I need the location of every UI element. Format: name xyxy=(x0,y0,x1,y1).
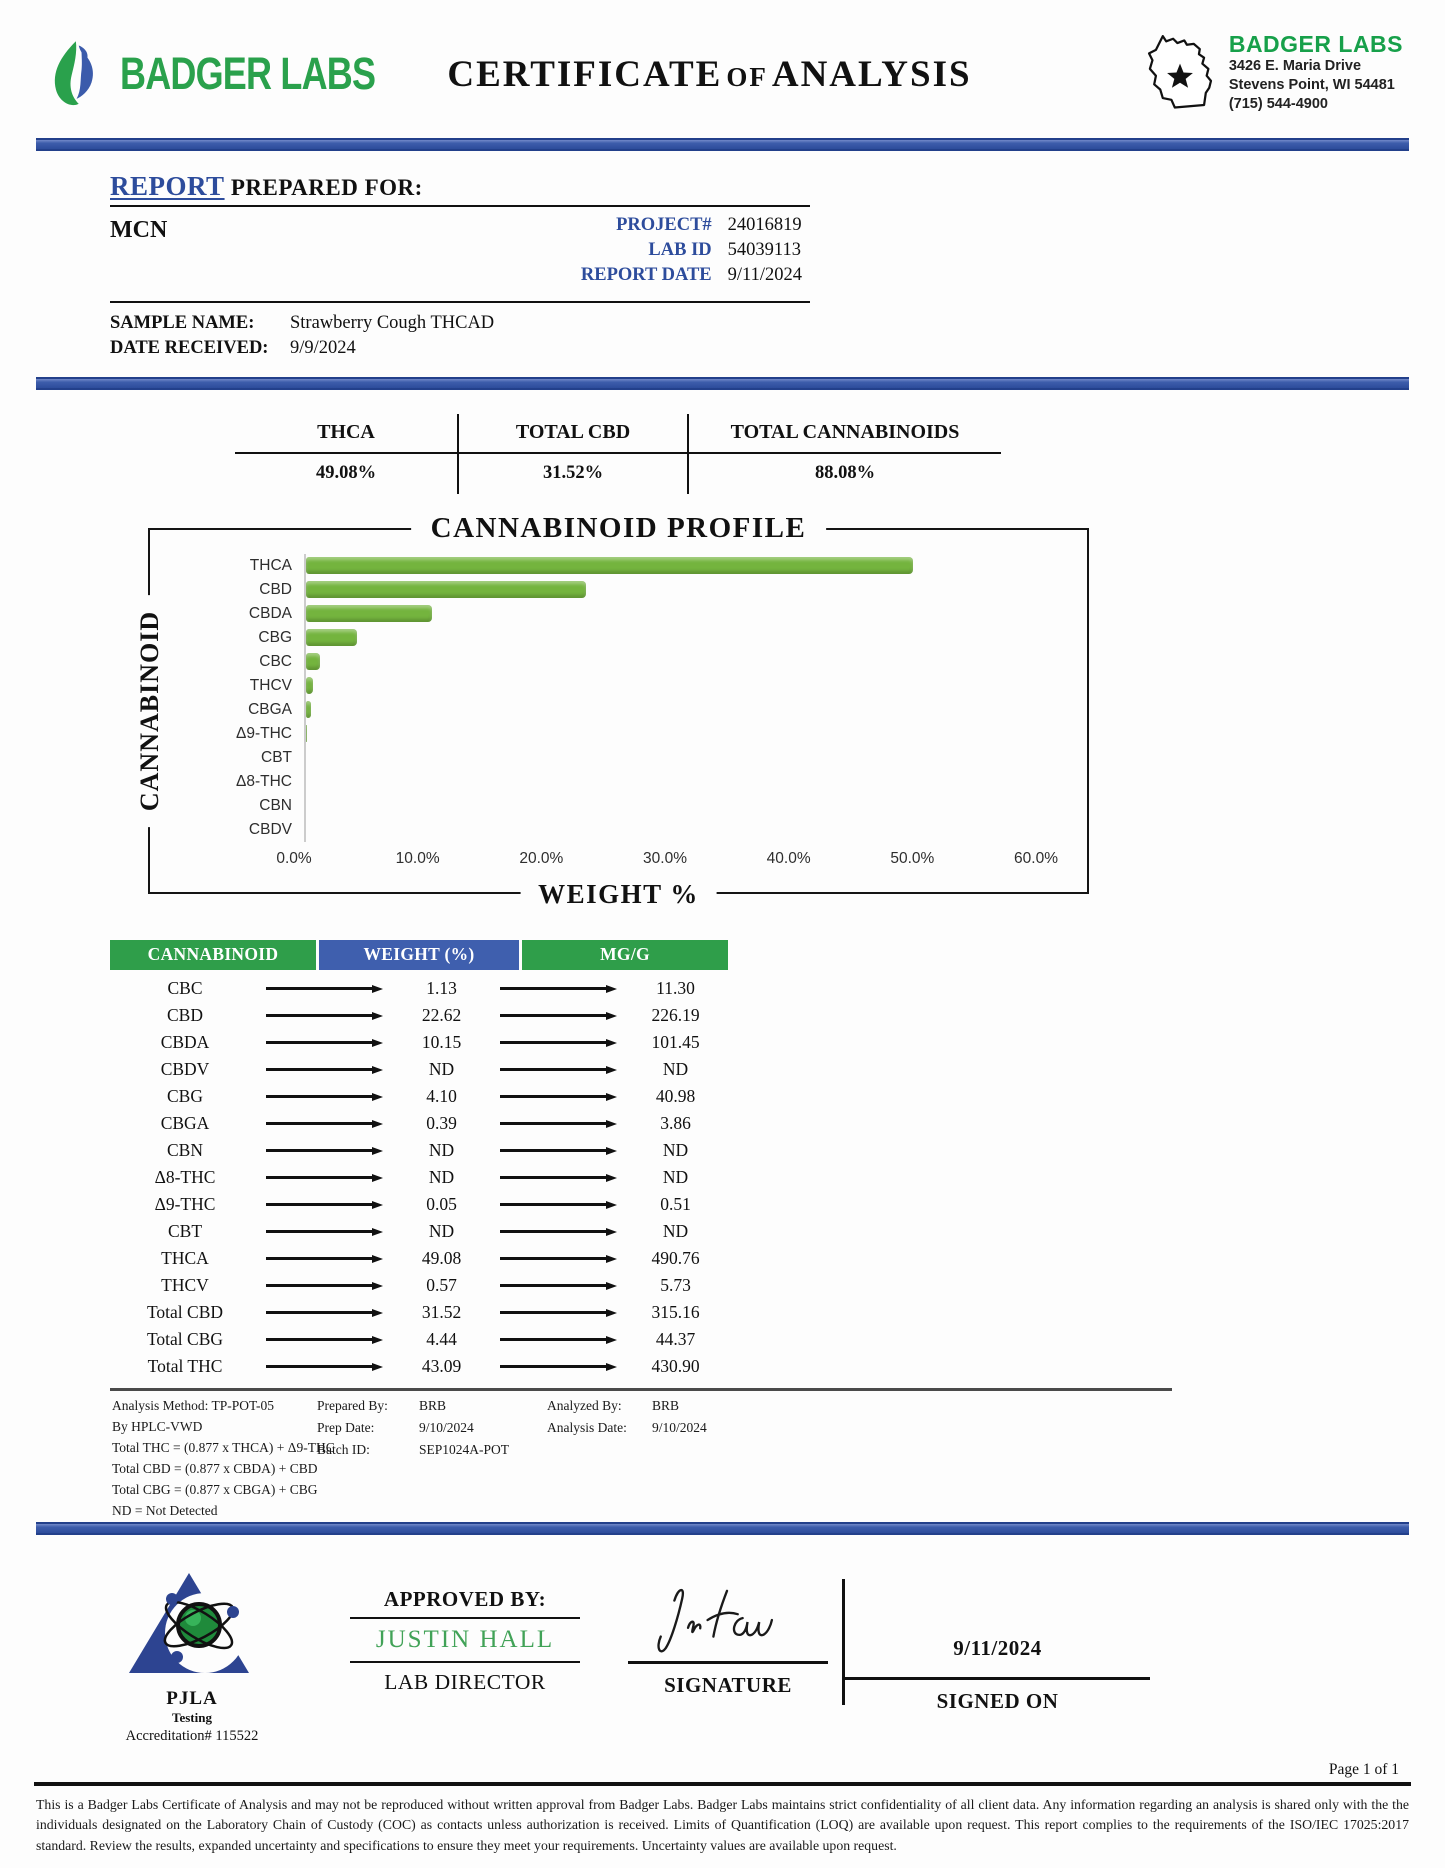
chart-bar-track xyxy=(304,722,1048,746)
weight-value: 4.44 xyxy=(426,1329,457,1349)
signature-icon xyxy=(643,1583,813,1661)
notes-divider xyxy=(110,1388,1172,1391)
chart-bar xyxy=(306,653,320,670)
report-field-value: 24016819 xyxy=(727,215,802,235)
arrow-icon xyxy=(500,985,617,993)
table-row xyxy=(110,1191,728,1218)
note-value: SEP1024A-POT xyxy=(419,1441,510,1457)
chart-row xyxy=(180,626,1048,650)
summary-label: TOTAL CBD xyxy=(459,414,687,454)
report-field-value: 9/11/2024 xyxy=(727,265,802,285)
weight-value: 4.10 xyxy=(426,1086,457,1106)
chart-bar-track xyxy=(304,698,1048,722)
mgg-value: 430.90 xyxy=(651,1356,700,1376)
chart-x-axis-label: WEIGHT % xyxy=(520,879,717,910)
chart-bar-track xyxy=(304,818,1048,842)
analyzed-block xyxy=(547,1396,762,1522)
chart-category-label: CBN xyxy=(259,797,292,814)
weight-value: ND xyxy=(428,1221,455,1241)
table-row xyxy=(110,1218,728,1245)
chart-x-tick: 20.0% xyxy=(519,850,564,867)
mgg-value: 490.76 xyxy=(651,1248,700,1268)
disclaimer-text: This is a Badger Labs Certificate of Analysis and may not be reproduced without written approval from Badger Labs. Badger Labs maintains strict confidentiality of all client data. Any information regarding an analysis is shared only with the the individuals designated on the Laboratory Chain of Custody (COC) as contacts unless authorization is received. Limits of Quantification (LOQ) are available upon request. This report complies to the requirements of the ISO/IEC 17025:2017 standard. Review the results, expanded uncertainty and specifications to ensure they meet your requirements. Uncertainty values are available upon request. xyxy=(36,1796,1409,1854)
method-note-line: Total THC = (0.877 x THCA) + Δ9-THC xyxy=(112,1439,335,1455)
note-value: 9/10/2024 xyxy=(652,1419,707,1435)
note-value: BRB xyxy=(652,1398,680,1413)
table-row xyxy=(110,1164,728,1191)
arrow-icon xyxy=(266,1093,383,1101)
summary-value: 49.08% xyxy=(315,463,377,483)
pjla-accreditation-block xyxy=(92,1565,292,1745)
report-heading-rest: PREPARED FOR: xyxy=(230,175,423,200)
lab-address-line2: Stevens Point, WI 54481 xyxy=(1228,77,1395,94)
arrow-icon xyxy=(266,1255,383,1263)
cannabinoid-name: CBN xyxy=(167,1140,203,1160)
chart-category-label: THCV xyxy=(249,677,292,694)
table-row xyxy=(110,1272,728,1299)
table-row xyxy=(110,1056,728,1083)
arrow-icon xyxy=(500,1120,617,1128)
weight-value: 0.05 xyxy=(426,1194,457,1214)
results-table xyxy=(110,940,728,1380)
arrow-icon xyxy=(500,1012,617,1020)
arrow-icon xyxy=(266,1363,383,1371)
chart-bar xyxy=(306,677,313,694)
signed-on-date: 9/11/2024 xyxy=(845,1573,1150,1680)
note-value: 9/10/2024 xyxy=(419,1419,474,1435)
table-row xyxy=(110,1029,728,1056)
lab-phone: (715) 544-4900 xyxy=(1228,95,1328,112)
chart-bar xyxy=(306,725,307,742)
chart-row xyxy=(180,794,1048,818)
chart-bar xyxy=(306,557,913,574)
weight-value: 1.13 xyxy=(426,978,457,998)
cannabinoid-name: CBDV xyxy=(160,1059,210,1079)
sample-name-label: SAMPLE NAME: xyxy=(110,313,255,333)
chart-category-label: CBD xyxy=(259,581,292,598)
chart-x-tick: 40.0% xyxy=(766,850,811,867)
chart-bar xyxy=(306,701,311,718)
chart-row xyxy=(180,770,1048,794)
chart-category-label: CBG xyxy=(258,629,292,646)
arrow-icon xyxy=(266,1309,383,1317)
report-field-label: PROJECT# xyxy=(616,215,712,235)
report-field-label: LAB ID xyxy=(648,240,712,260)
signature-pad xyxy=(628,1573,828,1664)
table-row xyxy=(110,975,728,1002)
client-name: MCN xyxy=(110,217,168,243)
chart-bar-track xyxy=(304,674,1048,698)
chart-row xyxy=(180,746,1048,770)
weight-value: 22.62 xyxy=(421,1005,462,1025)
title-part-2: ANALYSIS xyxy=(771,53,972,95)
divider-bar-mid xyxy=(36,377,1409,390)
summary-cell xyxy=(689,414,1001,494)
weight-value: 31.52 xyxy=(421,1302,462,1322)
mgg-value: 226.19 xyxy=(651,1005,700,1025)
signed-on-label: SIGNED ON xyxy=(936,1688,1059,1713)
chart-y-axis-label: CANNABINOID xyxy=(135,595,165,827)
chart-category-label: CBDA xyxy=(248,605,292,622)
chart-bar-track xyxy=(304,650,1048,674)
arrow-icon xyxy=(500,1039,617,1047)
arrow-icon xyxy=(500,1255,617,1263)
pjla-logo xyxy=(117,1565,267,1685)
method-note-line: By HPLC-VWD xyxy=(112,1418,203,1434)
chart-x-tick: 30.0% xyxy=(643,850,687,867)
arrow-icon xyxy=(500,1201,617,1209)
signature-label: SIGNATURE xyxy=(664,1672,792,1697)
chart-bar-track xyxy=(304,770,1048,794)
method-note-line: Total CBD = (0.877 x CBDA) + CBD xyxy=(112,1460,318,1476)
title-part-1: CERTIFICATE xyxy=(447,53,723,95)
cannabinoid-name: Total CBG xyxy=(146,1329,224,1349)
mgg-value: ND xyxy=(662,1059,689,1079)
cannabinoid-name: Δ8-THC xyxy=(154,1167,216,1187)
mgg-value: 11.30 xyxy=(656,978,695,998)
chart-bar-track xyxy=(304,554,1048,578)
cannabinoid-profile-chart xyxy=(135,511,1089,909)
note-label: Batch ID: xyxy=(317,1441,370,1457)
weight-value: 49.08 xyxy=(421,1248,462,1268)
table-row xyxy=(110,1245,728,1272)
arrow-icon xyxy=(500,1228,617,1236)
weight-value: 0.39 xyxy=(426,1113,457,1133)
chart-category-label: CBT xyxy=(261,749,292,766)
weight-value: ND xyxy=(428,1140,455,1160)
arrow-icon xyxy=(500,1174,617,1182)
weight-value: 43.09 xyxy=(421,1356,462,1376)
chart-row xyxy=(180,554,1048,578)
footer-rule xyxy=(34,1782,1411,1786)
table-body xyxy=(110,970,728,1380)
chart-bar xyxy=(306,581,586,598)
table-row xyxy=(110,1137,728,1164)
cannabinoid-name: CBT xyxy=(167,1221,203,1241)
chart-bar xyxy=(306,605,432,622)
arrow-icon xyxy=(500,1282,617,1290)
chart-bar-track xyxy=(304,602,1048,626)
brand-name: BADGER LABS xyxy=(120,48,376,99)
report-row xyxy=(110,207,810,298)
note-value: BRB xyxy=(419,1398,447,1413)
title-of: OF xyxy=(726,61,768,92)
table-header-cell: CANNABINOID xyxy=(110,940,316,970)
note-label: Prepared By: xyxy=(317,1398,388,1413)
chart-x-tick: 0.0% xyxy=(276,850,312,867)
cannabinoid-name: THCV xyxy=(161,1275,209,1295)
mgg-value: ND xyxy=(662,1221,689,1241)
approved-by-label: APPROVED BY: xyxy=(350,1587,580,1619)
chart-category-label: CBDV xyxy=(248,821,292,838)
mgg-value: ND xyxy=(662,1140,689,1160)
method-note-line: Total CBG = (0.877 x CBGA) + CBG xyxy=(112,1481,318,1497)
report-heading xyxy=(110,171,810,202)
chart-row xyxy=(180,722,1048,746)
arrow-icon xyxy=(266,1228,383,1236)
mgg-value: 315.16 xyxy=(651,1302,700,1322)
table-row xyxy=(110,1083,728,1110)
chart-category-label: Δ8-THC xyxy=(236,773,292,790)
chart-row xyxy=(180,698,1048,722)
table-row xyxy=(110,1353,728,1380)
report-field-label: REPORT DATE xyxy=(580,265,712,285)
method-notes-section xyxy=(112,1396,1445,1522)
arrow-icon xyxy=(266,1012,383,1020)
note-label: Prep Date: xyxy=(317,1419,375,1435)
chart-row xyxy=(180,674,1048,698)
cannabinoid-name: CBGA xyxy=(160,1113,210,1133)
weight-value: ND xyxy=(428,1167,455,1187)
lab-info xyxy=(1013,26,1403,122)
chart-row xyxy=(180,602,1048,626)
chart-row xyxy=(180,650,1048,674)
lab-text xyxy=(1229,26,1403,114)
chart-x-tick: 10.0% xyxy=(395,850,440,867)
approver-role: LAB DIRECTOR xyxy=(384,1669,546,1694)
mgg-value: 101.45 xyxy=(651,1032,700,1052)
cannabinoid-name: Total THC xyxy=(147,1356,223,1376)
method-note-line: ND = Not Detected xyxy=(112,1502,218,1518)
lab-name: BADGER LABS xyxy=(1228,31,1403,57)
arrow-icon xyxy=(266,1174,383,1182)
chart-x-tick: 60.0% xyxy=(1014,850,1058,867)
signed-on-block xyxy=(845,1573,1150,1714)
chart-title: CANNABINOID PROFILE xyxy=(411,512,827,545)
table-header xyxy=(110,940,728,970)
chart-category-label: THCA xyxy=(249,557,292,574)
mgg-value: 5.73 xyxy=(660,1275,691,1295)
arrow-icon xyxy=(266,1120,383,1128)
weight-value: ND xyxy=(428,1059,455,1079)
cannabinoid-name: CBDA xyxy=(160,1032,210,1052)
page-number: Page 1 of 1 xyxy=(1328,1760,1399,1778)
chart-bar-track xyxy=(304,626,1048,650)
divider-bar-top xyxy=(36,138,1409,151)
cannabinoid-name: CBC xyxy=(167,978,203,998)
mgg-value: 0.51 xyxy=(660,1194,691,1214)
chart-category-label: CBGA xyxy=(248,701,292,718)
accreditation-number: Accreditation# 115522 xyxy=(125,1727,259,1744)
arrow-icon xyxy=(500,1066,617,1074)
sample-block xyxy=(110,303,810,359)
pjla-name: PJLA xyxy=(166,1687,218,1709)
arrow-icon xyxy=(500,1309,617,1317)
arrow-icon xyxy=(500,1336,617,1344)
pjla-sub: Testing xyxy=(172,1710,212,1726)
lab-address-line1: 3426 E. Maria Drive xyxy=(1228,58,1362,75)
summary-value: 31.52% xyxy=(542,463,604,483)
weight-value: 0.57 xyxy=(426,1275,457,1295)
arrow-icon xyxy=(266,1282,383,1290)
chart-bar xyxy=(306,629,357,646)
chart-row xyxy=(180,818,1048,842)
table-row xyxy=(110,1110,728,1137)
table-header-cell: MG/G xyxy=(519,940,728,970)
table-row xyxy=(110,1299,728,1326)
cannabinoid-name: THCA xyxy=(161,1248,209,1268)
summary-cell xyxy=(459,414,689,494)
mgg-value: 44.37 xyxy=(655,1329,696,1349)
chart-ticks xyxy=(276,848,1058,872)
badger-labs-leaf-icon xyxy=(46,34,110,114)
signature-block xyxy=(628,1573,828,1698)
arrow-icon xyxy=(266,1336,383,1344)
page-title xyxy=(406,53,1013,96)
table-row xyxy=(110,1326,728,1353)
date-received-value: 9/9/2024 xyxy=(290,338,356,358)
chart-rows xyxy=(180,554,1048,842)
summary-table xyxy=(235,414,1445,494)
summary-label: TOTAL CANNABINOIDS xyxy=(689,414,1001,454)
weight-value: 10.15 xyxy=(421,1032,462,1052)
report-section xyxy=(110,171,810,359)
report-heading-blue: REPORT xyxy=(110,171,225,201)
arrow-icon xyxy=(500,1363,617,1371)
method-note-line: Analysis Method: TP-POT-05 xyxy=(112,1398,275,1413)
cannabinoid-name: CBG xyxy=(167,1086,203,1106)
arrow-icon xyxy=(266,1066,383,1074)
cannabinoid-name: Total CBD xyxy=(146,1302,224,1322)
arrow-icon xyxy=(500,1147,617,1155)
chart-row xyxy=(180,578,1048,602)
chart-bar-track xyxy=(304,794,1048,818)
note-label: Analyzed By: xyxy=(547,1398,622,1413)
approved-by-block xyxy=(350,1587,580,1695)
wisconsin-map-icon xyxy=(1137,26,1223,122)
summary-value: 88.08% xyxy=(814,463,876,483)
arrow-icon xyxy=(266,985,383,993)
chart-x-tick: 50.0% xyxy=(890,850,935,867)
brand-left xyxy=(46,34,406,114)
table-header-cell: WEIGHT (%) xyxy=(316,940,519,970)
mgg-value: 40.98 xyxy=(655,1086,696,1106)
summary-label: THCA xyxy=(235,414,457,454)
chart-bar-track xyxy=(304,746,1048,770)
cannabinoid-name: Δ9-THC xyxy=(154,1194,216,1214)
method-notes xyxy=(112,1396,335,1522)
arrow-icon xyxy=(266,1201,383,1209)
date-received-label: DATE RECEIVED: xyxy=(110,338,269,358)
mgg-value: 3.86 xyxy=(660,1113,691,1133)
arrow-icon xyxy=(266,1147,383,1155)
chart-bar-track xyxy=(304,578,1048,602)
prepared-block xyxy=(317,1396,537,1522)
chart-category-label: Δ9-THC xyxy=(236,725,292,742)
arrow-icon xyxy=(266,1039,383,1047)
divider-bar-bottom xyxy=(36,1522,1409,1535)
approval-section xyxy=(92,1565,1409,1745)
note-label: Analysis Date: xyxy=(547,1419,627,1435)
report-fields xyxy=(581,215,810,286)
report-field-value: 54039113 xyxy=(727,240,801,260)
cannabinoid-name: CBD xyxy=(167,1005,203,1025)
sample-name-value: Strawberry Cough THCAD xyxy=(290,313,495,333)
chart-category-label: CBC xyxy=(259,653,292,670)
table-row xyxy=(110,1002,728,1029)
header xyxy=(0,0,1445,138)
mgg-value: ND xyxy=(662,1167,689,1187)
approver-name: JUSTIN HALL xyxy=(350,1619,580,1663)
arrow-icon xyxy=(500,1093,617,1101)
summary-cell xyxy=(235,414,459,494)
